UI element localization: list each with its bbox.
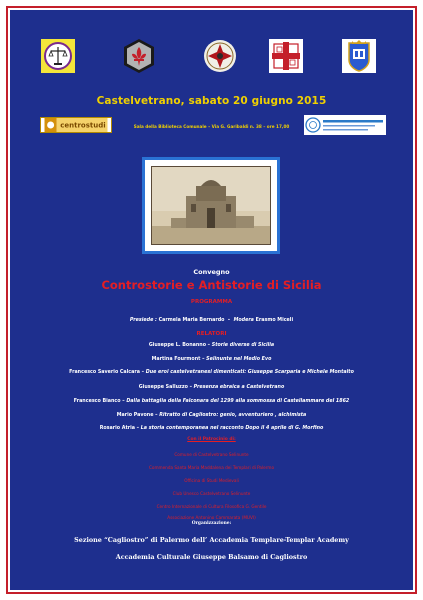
patron-item: Commenda Santa Maria Maddalena dei Templari di Palermo — [148, 465, 275, 470]
speaker-topic: Dalla battaglia della Falconara del 1299 alla sommossa di Castellammare del 1862 — [126, 399, 350, 404]
speaker-line — [0, 399, 423, 404]
organizer-balsamo-academy: Accademia Culturale Giuseppe Balsamo di Cagliostro — [115, 553, 308, 561]
speaker-topic: Storie diverse di Sicilia — [211, 343, 275, 348]
preside-name: Carmela Maria Bernardo — [158, 318, 225, 323]
scales-emblem-icon — [40, 38, 76, 74]
preside-label: Presiede : — [129, 318, 157, 323]
templar-cross-icon — [202, 38, 238, 74]
speaker-topic: Selinunte nel Medio Evo — [206, 357, 272, 362]
event-venue: Sala della Biblioteca Comunale – Via G. Garibaldi n. 38 – ore 17,00 — [133, 124, 290, 129]
patron-item: Centro Internazionale di Cultura Filosofica G. Gentile — [156, 504, 267, 509]
speaker-name: Francesco Bianco – — [73, 399, 125, 404]
speaker-name: Francesco Saverio Calcara – — [69, 370, 145, 375]
relatori-heading: RELATORI — [196, 331, 227, 337]
speaker-line — [0, 370, 423, 375]
speaker-topic: Due eroi castelvetranesi dimenticati: Giuseppe Scarparia e Michele Montalto — [145, 370, 354, 375]
speaker-topic: La storia contemporanea nel racconto Dopo il 4 aprile di G. Morfino — [140, 426, 324, 431]
speaker-line — [0, 413, 423, 418]
patron-item: Associazione Antonino Cammarata (MUVI) — [167, 515, 256, 520]
speaker-name: Mario Pavone – — [116, 413, 158, 418]
speaker-topic: Ritratto di Cagliostro: genio, avventuriero , alchimista — [159, 413, 307, 418]
speaker-name: Martina Fourmont – — [151, 357, 205, 362]
speaker-name: Giuseppe Salluzzo – — [138, 385, 192, 390]
church-photo — [151, 166, 271, 245]
speaker-line — [0, 385, 423, 390]
speaker-topic: Presenza ebraica a Castelvetrano — [193, 385, 285, 390]
speaker-line — [0, 426, 423, 431]
preside-line: Presiede : Carmela Maria Bernardo – Modera Erasmo Miceli — [129, 318, 294, 323]
svg-text:centrostudi: centrostudi — [60, 121, 106, 130]
speaker-line — [0, 343, 423, 348]
moderator-name: Erasmo Miceli — [255, 318, 294, 323]
red-cross-emblem-icon — [268, 38, 304, 74]
speaker-line — [0, 357, 423, 362]
event-title: Controstorie e Antistorie di Sicilia — [101, 278, 322, 292]
organizzazione-heading: Organizzazione: — [191, 521, 232, 526]
moderator-label: Modera — [233, 318, 254, 323]
speaker-name: Rosario Atria – — [99, 426, 140, 431]
unesco-club-logo — [304, 115, 386, 135]
patrocinio-heading: Con il Patrocinio di: — [187, 437, 236, 442]
event-date: Castelvetrano, sabato 20 giugno 2015 — [96, 95, 327, 107]
city-coat-of-arms-icon — [341, 38, 377, 74]
fleur-de-lis-icon — [121, 38, 157, 74]
convegno-label: Convegno — [193, 268, 230, 276]
photo-frame — [142, 157, 280, 254]
patron-item: Comune di Castelvetrano Selinunte — [174, 452, 249, 457]
patron-item: Officina di Studi Medievali — [184, 478, 239, 483]
programma-heading: PROGRAMMA — [190, 299, 233, 305]
organizer-templar-academy: Sezione “Cagliostro” di Palermo dell’ Accademia Templare-Templar Academy — [74, 536, 349, 544]
patron-item: Club Unesco Castelvetrano Selinunte — [172, 491, 251, 496]
speaker-name: Giuseppe L. Bonanno – — [148, 343, 211, 348]
